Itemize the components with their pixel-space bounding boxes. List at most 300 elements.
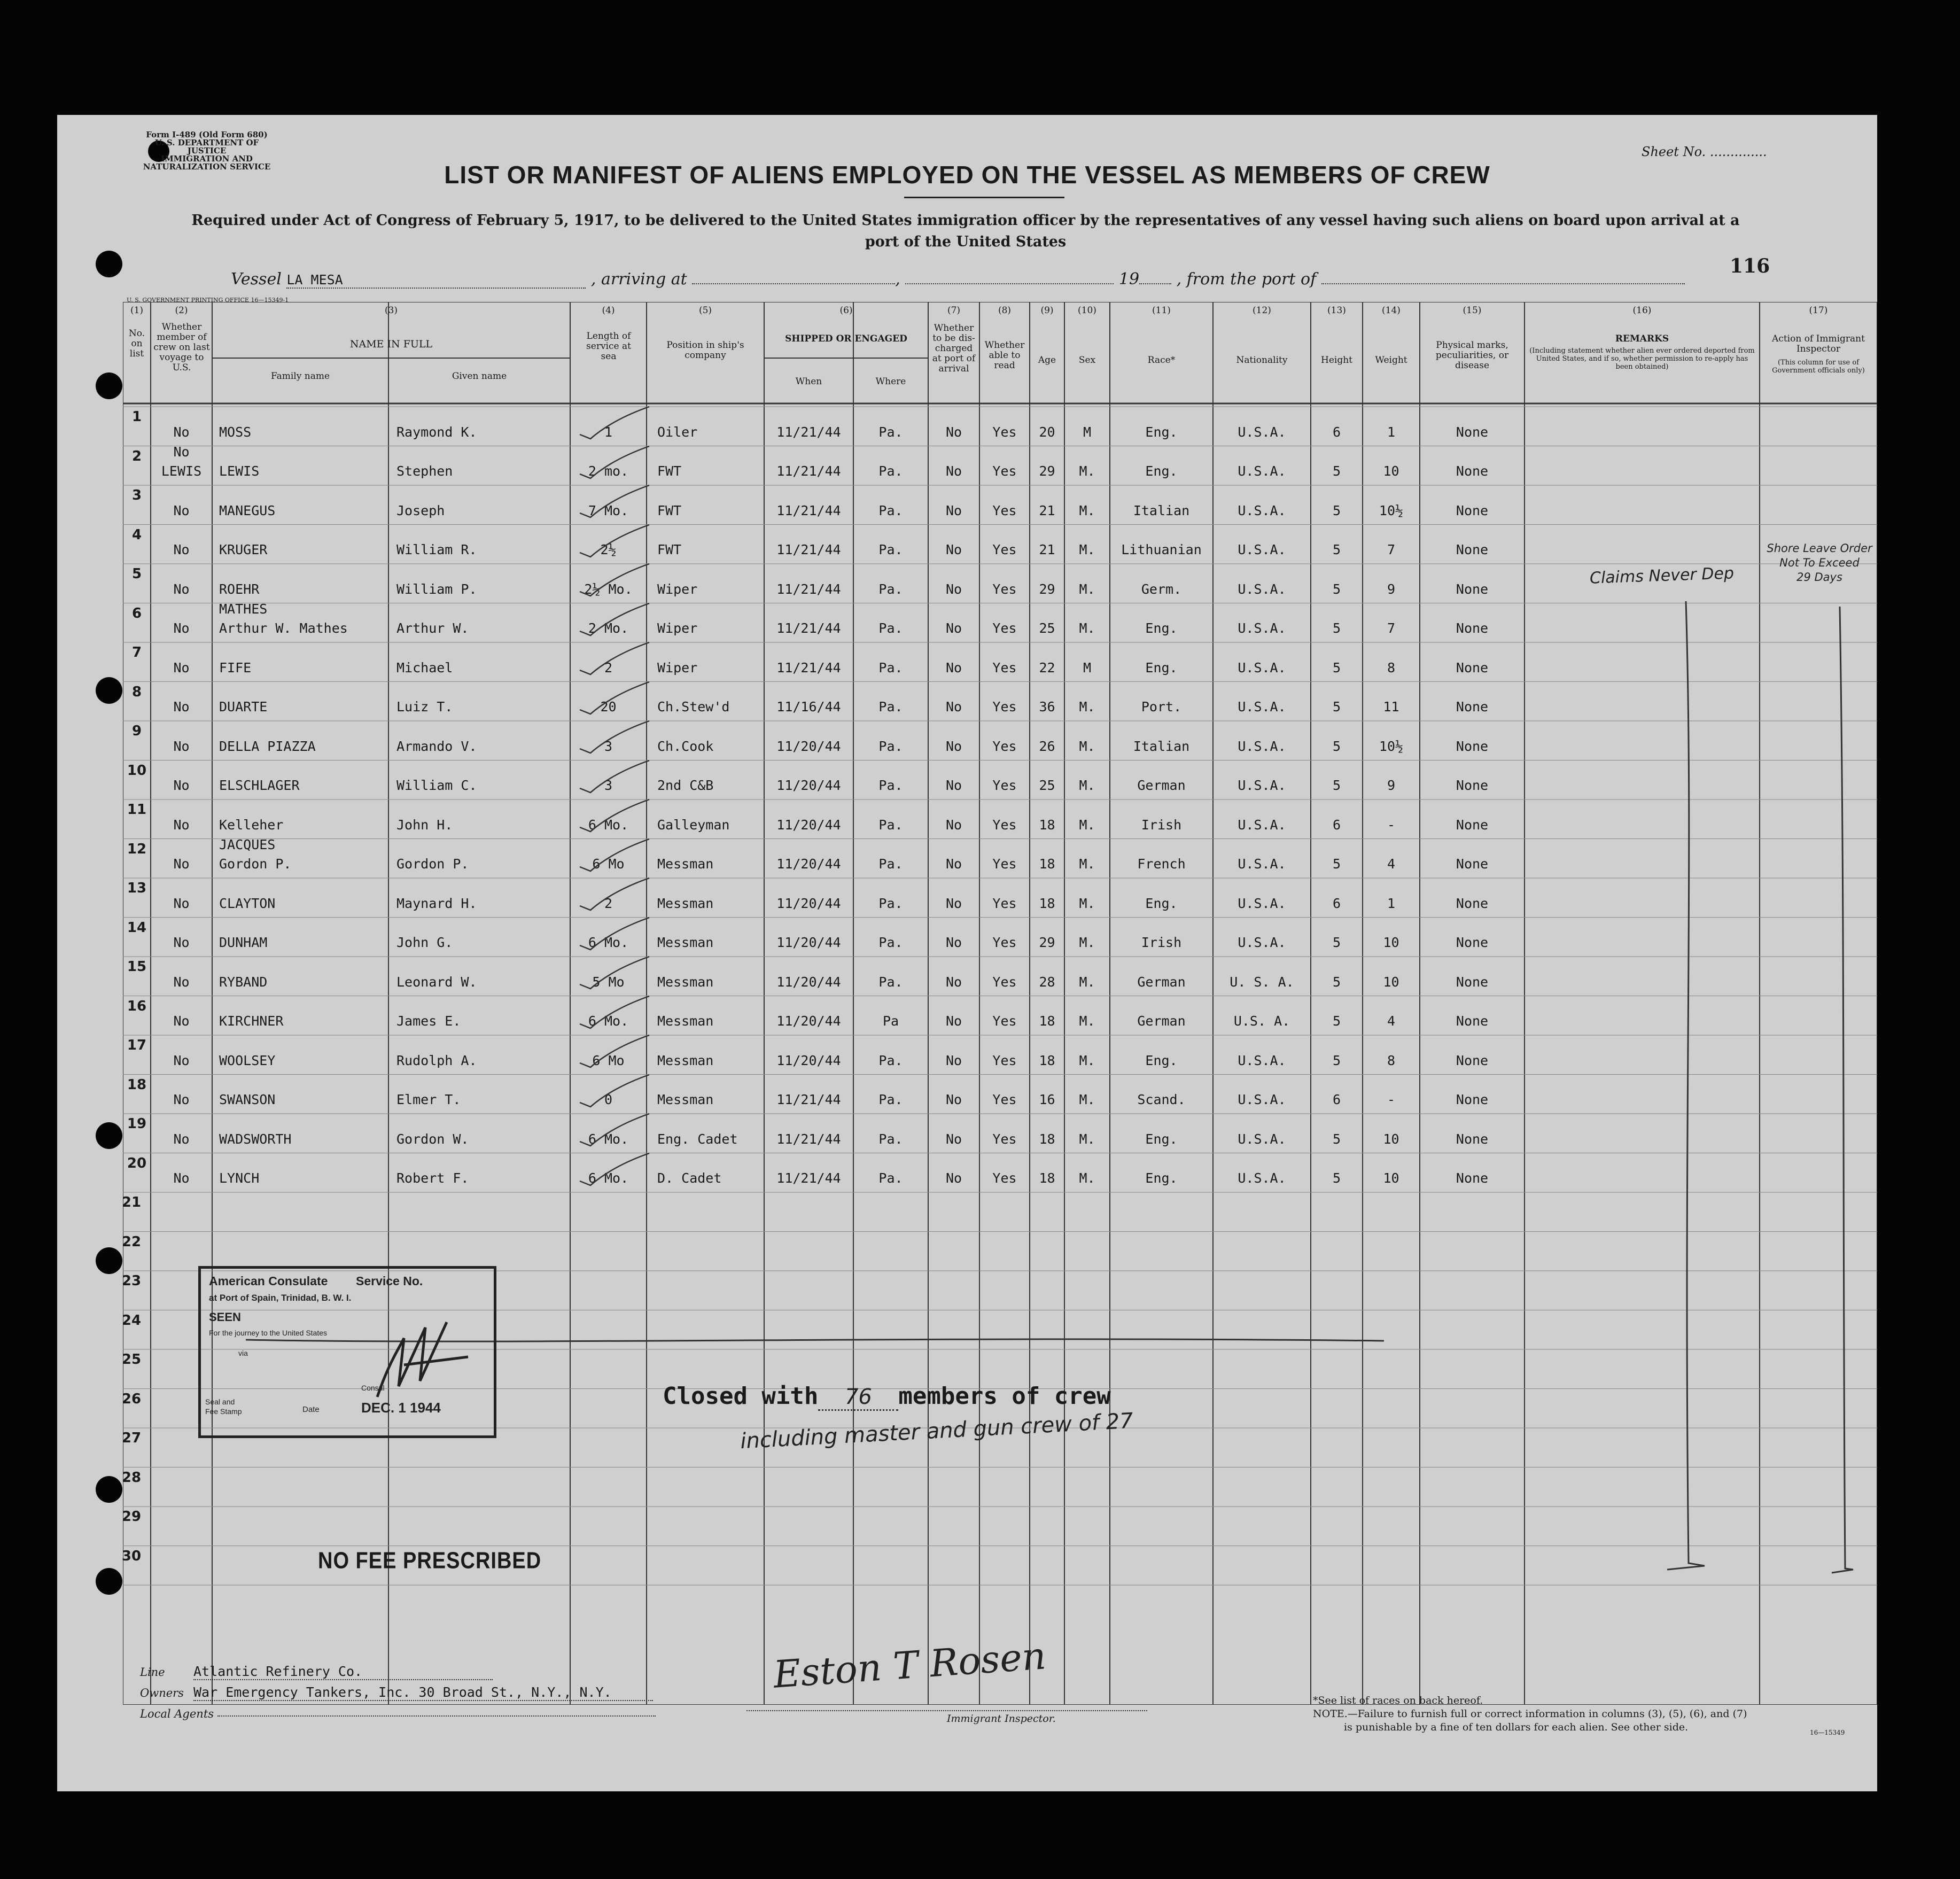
- family-name-cell: WOOLSEY: [219, 1052, 276, 1068]
- manifest-sheet: [57, 115, 1877, 1791]
- race-cell: Eng.: [1145, 1131, 1178, 1147]
- service-length-cell: 2½ Mo.: [584, 581, 633, 597]
- page-number: 116: [1730, 255, 1770, 277]
- last-voyage-note: No: [173, 444, 190, 460]
- shipped-when-cell: 11/21/44: [776, 1131, 841, 1147]
- row-number: 30: [121, 1548, 142, 1564]
- able-to-read-cell: Yes: [992, 935, 1017, 950]
- given-name-cell: Luiz T.: [396, 699, 453, 715]
- given-name-cell: Leonard W.: [396, 974, 477, 990]
- weight-cell: 1: [1387, 895, 1396, 911]
- physical-marks-cell: None: [1456, 620, 1489, 636]
- age-cell: 18: [1039, 895, 1055, 911]
- last-voyage-cell: No: [173, 502, 190, 518]
- race-cell: Eng.: [1145, 620, 1178, 636]
- nationality-cell: U.S.A.: [1238, 1092, 1286, 1107]
- family-name-cell: RYBAND: [219, 974, 268, 990]
- able-to-read-cell: Yes: [992, 1013, 1017, 1029]
- sex-cell: M.: [1079, 502, 1095, 518]
- row-number: 18: [127, 1076, 147, 1093]
- height-cell: 5: [1332, 974, 1341, 990]
- footer-agents-label: Local Agents: [140, 1707, 214, 1720]
- service-check-mark: [574, 914, 655, 952]
- discharged-cell: No: [945, 778, 962, 793]
- sex-cell: M.: [1079, 542, 1095, 557]
- shipped-where-cell: Pa.: [878, 463, 903, 479]
- height-cell: 5: [1332, 1131, 1341, 1147]
- race-cell: Eng.: [1145, 1052, 1178, 1068]
- shipped-where-cell: Pa.: [878, 1092, 903, 1107]
- weight-cell: 10½: [1379, 738, 1404, 754]
- discharged-cell: No: [945, 974, 962, 990]
- col-num: (3): [384, 305, 398, 316]
- nationality-cell: U.S.A.: [1238, 778, 1286, 793]
- row-number: 22: [121, 1233, 142, 1250]
- family-name-cell: Kelleher: [219, 817, 284, 833]
- col-header-where: Where: [875, 376, 906, 387]
- shipped-where-cell: Pa.: [878, 699, 903, 715]
- nationality-cell: U.S.A.: [1238, 895, 1286, 911]
- col-header-when: When: [795, 376, 822, 387]
- col-num: (6): [839, 305, 853, 316]
- age-cell: 25: [1039, 778, 1055, 793]
- family-name-cell: CLAYTON: [219, 895, 276, 911]
- inspector-signature: Eston T Rosen: [772, 1634, 1048, 1697]
- given-name-cell: Rudolph A.: [396, 1052, 477, 1068]
- race-cell: German: [1137, 778, 1186, 793]
- last-voyage-cell: No: [173, 1170, 190, 1186]
- form-id: Form I-489 (Old Form 680) U. S. DEPARTMENT OF JUSTICE IMMIGRATION AND NATURALIZATION SERVICE: [143, 130, 271, 172]
- footer-line-value: Atlantic Refinery Co.: [193, 1664, 493, 1680]
- last-voyage-cell: No: [173, 659, 190, 675]
- table-row: [123, 1116, 1877, 1153]
- col-num: (10): [1078, 305, 1096, 316]
- shipped-where-cell: Pa: [882, 1013, 899, 1029]
- race-cell: French: [1137, 856, 1186, 872]
- age-cell: 20: [1039, 424, 1055, 440]
- signature-line: [746, 1710, 1147, 1711]
- service-length-cell: 7 Mo.: [588, 502, 629, 518]
- age-cell: 22: [1039, 659, 1055, 675]
- service-check-mark: [574, 1032, 655, 1069]
- sex-cell: M: [1083, 424, 1092, 440]
- weight-cell: 10½: [1379, 502, 1404, 518]
- given-name-cell: Raymond K.: [396, 424, 477, 440]
- height-cell: 5: [1332, 778, 1341, 793]
- age-cell: 18: [1039, 1170, 1055, 1186]
- position-cell: Messman: [657, 1092, 714, 1107]
- weight-cell: 7: [1387, 620, 1396, 636]
- race-cell: Eng.: [1145, 895, 1178, 911]
- shipped-when-cell: 11/16/44: [776, 699, 841, 715]
- given-name-cell: Elmer T.: [396, 1092, 461, 1107]
- row-number: 5: [131, 566, 142, 582]
- shipped-when-cell: 11/21/44: [776, 1092, 841, 1107]
- given-name-cell: Armando V.: [396, 738, 477, 754]
- row-number: 9: [131, 723, 142, 739]
- shipped-when-cell: 11/20/44: [776, 895, 841, 911]
- given-name-cell: William P.: [396, 581, 477, 597]
- closed-count: 76: [818, 1385, 898, 1411]
- race-cell: Scand.: [1137, 1092, 1186, 1107]
- age-cell: 21: [1039, 542, 1055, 557]
- position-cell: FWT: [657, 463, 682, 479]
- shipped-where-cell: Pa.: [878, 895, 903, 911]
- remarks-handwritten-note: Claims Never Dep: [1589, 564, 1735, 588]
- family-name-cell: DUARTE: [219, 699, 268, 715]
- vessel-name: LA MESA: [286, 272, 586, 289]
- service-check-mark: [574, 875, 655, 912]
- shipped-when-cell: 11/20/44: [776, 778, 841, 793]
- col-num: (12): [1253, 305, 1271, 316]
- last-voyage-cell: No: [173, 1052, 190, 1068]
- row-number: 15: [127, 959, 147, 975]
- sex-cell: M.: [1079, 778, 1095, 793]
- position-cell: 2nd C&B: [657, 778, 714, 793]
- shipped-when-cell: 11/20/44: [776, 1052, 841, 1068]
- race-cell: Eng.: [1145, 463, 1178, 479]
- last-voyage-cell: No: [173, 620, 190, 636]
- height-cell: 5: [1332, 738, 1341, 754]
- sex-cell: M.: [1079, 895, 1095, 911]
- given-name-cell: Stephen: [396, 463, 453, 479]
- able-to-read-cell: Yes: [992, 974, 1017, 990]
- col-num: (4): [602, 305, 615, 316]
- age-cell: 16: [1039, 1092, 1055, 1107]
- service-length-cell: 6 Mo.: [588, 1131, 629, 1147]
- manifest-table: [123, 302, 1877, 1705]
- last-voyage-cell: No: [173, 542, 190, 557]
- position-cell: Galleyman: [657, 817, 730, 833]
- height-cell: 5: [1332, 699, 1341, 715]
- last-voyage-cell: No: [173, 856, 190, 872]
- shipped-where-cell: Pa.: [878, 817, 903, 833]
- shipped-when-cell: 11/20/44: [776, 935, 841, 950]
- table-row: [123, 763, 1877, 800]
- discharged-cell: No: [945, 1013, 962, 1029]
- table-row: [123, 802, 1877, 839]
- service-length-cell: 1: [604, 424, 613, 440]
- shipped-where-cell: Pa.: [878, 542, 903, 557]
- shipped-where-cell: Pa.: [878, 1170, 903, 1186]
- col-header-inspector-action: Action of Immigrant Inspector: [1772, 333, 1865, 354]
- race-cell: Eng.: [1145, 424, 1178, 440]
- sex-cell: M.: [1079, 620, 1095, 636]
- age-cell: 25: [1039, 620, 1055, 636]
- table-row: [123, 527, 1877, 564]
- punch-hole: [96, 1122, 122, 1149]
- sex-cell: M.: [1079, 817, 1095, 833]
- physical-marks-cell: None: [1456, 974, 1489, 990]
- shipped-when-cell: 11/20/44: [776, 974, 841, 990]
- shipped-when-cell: 11/21/44: [776, 1170, 841, 1186]
- age-cell: 18: [1039, 817, 1055, 833]
- closed-with-note: including master and gun crew of 27: [740, 1408, 1134, 1454]
- sex-cell: M.: [1079, 463, 1095, 479]
- row-number: 2: [131, 448, 142, 464]
- service-check-mark: [574, 403, 655, 441]
- sex-cell: M.: [1079, 1013, 1095, 1029]
- service-check-mark: [574, 796, 655, 834]
- weight-cell: -: [1387, 1092, 1396, 1107]
- sex-cell: M.: [1079, 974, 1095, 990]
- col-num: (9): [1040, 305, 1054, 316]
- col-header-physical-marks: Physical marks, peculiarities, or disease: [1435, 340, 1509, 371]
- physical-marks-cell: None: [1456, 502, 1489, 518]
- physical-marks-cell: None: [1456, 424, 1489, 440]
- col-header-given-name: Given name: [452, 371, 507, 382]
- service-check-mark: [574, 600, 655, 638]
- col-header-weight: Weight: [1375, 355, 1407, 366]
- height-cell: 5: [1332, 1013, 1341, 1029]
- family-name-cell: MANEGUS: [219, 502, 276, 518]
- last-voyage-cell: No: [173, 699, 190, 715]
- row-number: 6: [131, 605, 142, 622]
- weight-cell: -: [1387, 817, 1396, 833]
- discharged-cell: No: [945, 502, 962, 518]
- weight-cell: 9: [1387, 581, 1396, 597]
- shipped-when-cell: 11/21/44: [776, 463, 841, 479]
- position-cell: D. Cadet: [657, 1170, 722, 1186]
- table-row: [123, 837, 1877, 879]
- physical-marks-cell: None: [1456, 699, 1489, 715]
- given-name-cell: John H.: [396, 817, 453, 833]
- row-number: 10: [127, 762, 147, 779]
- age-cell: 18: [1039, 1013, 1055, 1029]
- family-name-cell: SWANSON: [219, 1092, 276, 1107]
- given-name-cell: Gordon W.: [396, 1131, 469, 1147]
- shipped-where-cell: Pa.: [878, 1052, 903, 1068]
- shipped-when-cell: 11/21/44: [776, 620, 841, 636]
- position-cell: FWT: [657, 502, 682, 518]
- punch-hole: [96, 677, 122, 704]
- age-cell: 29: [1039, 581, 1055, 597]
- weight-cell: 4: [1387, 1013, 1396, 1029]
- able-to-read-cell: Yes: [992, 1170, 1017, 1186]
- punch-hole: [96, 251, 122, 277]
- row-number: 8: [131, 684, 142, 700]
- page-title: LIST OR MANIFEST OF ALIENS EMPLOYED ON THE VESSEL AS MEMBERS OF CREW: [444, 161, 1490, 189]
- col-num: (14): [1382, 305, 1401, 316]
- service-check-mark: [574, 757, 655, 795]
- row-number: 19: [127, 1116, 147, 1132]
- shipped-when-cell: 11/20/44: [776, 738, 841, 754]
- service-check-mark: [574, 522, 655, 559]
- shipped-when-cell: 11/21/44: [776, 424, 841, 440]
- service-check-mark: [574, 718, 655, 755]
- discharged-cell: No: [945, 817, 962, 833]
- punch-hole: [96, 1247, 122, 1274]
- weight-cell: 10: [1383, 1170, 1399, 1186]
- nationality-cell: U.S.A.: [1238, 542, 1286, 557]
- height-cell: 5: [1332, 659, 1341, 675]
- age-cell: 29: [1039, 463, 1055, 479]
- last-voyage-cell: No: [173, 738, 190, 754]
- table-row: [123, 409, 1877, 446]
- family-name-cell: Arthur W. Mathes: [219, 620, 348, 636]
- sex-cell: M.: [1079, 738, 1095, 754]
- physical-marks-cell: None: [1456, 935, 1489, 950]
- physical-marks-cell: None: [1456, 1170, 1489, 1186]
- given-name-cell: John G.: [396, 935, 453, 950]
- printing-office: U. S. GOVERNMENT PRINTING OFFICE 16—15349-1: [127, 297, 289, 304]
- position-cell: Messman: [657, 895, 714, 911]
- position-cell: Wiper: [657, 659, 698, 675]
- service-length-cell: 2: [604, 895, 613, 911]
- shipped-where-cell: Pa.: [878, 856, 903, 872]
- nationality-cell: U.S.A.: [1238, 738, 1286, 754]
- family-name-cell: LEWIS: [219, 463, 260, 479]
- race-cell: Port.: [1141, 699, 1182, 715]
- given-name-cell: Gordon P.: [396, 856, 469, 872]
- row-number: 29: [121, 1509, 142, 1525]
- height-cell: 5: [1332, 620, 1341, 636]
- sex-cell: M: [1083, 659, 1092, 675]
- row-number: 17: [127, 1037, 147, 1053]
- table-row: [123, 444, 1877, 486]
- able-to-read-cell: Yes: [992, 817, 1017, 833]
- able-to-read-cell: Yes: [992, 1052, 1017, 1068]
- given-name-cell: Michael: [396, 659, 453, 675]
- discharged-cell: No: [945, 1131, 962, 1147]
- able-to-read-cell: Yes: [992, 1131, 1017, 1147]
- position-cell: Wiper: [657, 620, 698, 636]
- height-cell: 6: [1332, 1092, 1341, 1107]
- position-cell: Messman: [657, 935, 714, 950]
- physical-marks-cell: None: [1456, 856, 1489, 872]
- discharged-cell: No: [945, 620, 962, 636]
- last-voyage-cell: No: [173, 778, 190, 793]
- row-number: 28: [121, 1469, 142, 1486]
- row-number: 7: [131, 645, 142, 661]
- shipped-where-cell: Pa.: [878, 620, 903, 636]
- discharged-cell: No: [945, 463, 962, 479]
- age-cell: 26: [1039, 738, 1055, 754]
- col-num: (16): [1632, 305, 1652, 316]
- physical-marks-cell: None: [1456, 542, 1489, 557]
- service-check-mark: [574, 482, 655, 519]
- table-row: [123, 723, 1877, 760]
- footer-owners-value: War Emergency Tankers, Inc. 30 Broad St., N.Y., N.Y.: [193, 1684, 653, 1701]
- physical-marks-cell: None: [1456, 1092, 1489, 1107]
- last-voyage-cell: No: [173, 974, 190, 990]
- footer-notes: *See list of races on back hereof. NOTE.—Failure to furnish full or correct information in columns (3), (5), (6), and (7) is punishable by a fine of ten dollars for each alien. See other side.: [1313, 1695, 1747, 1733]
- table-row: [123, 645, 1877, 682]
- row-number: 12: [127, 841, 147, 857]
- nationality-cell: U. S. A.: [1230, 974, 1294, 990]
- service-length-cell: 5 Mo: [592, 974, 625, 990]
- able-to-read-cell: Yes: [992, 659, 1017, 675]
- no-fee-stamp: NO FEE PRESCRIBED: [318, 1548, 542, 1574]
- given-name-cell: Arthur W.: [396, 620, 469, 636]
- nationality-cell: U.S.A.: [1238, 581, 1286, 597]
- service-check-mark: [574, 679, 655, 716]
- col-header-remarks-note: (Including statement whether alien ever ordered deported from United States, and if so, whether permission to re-apply has been obtained): [1529, 347, 1755, 371]
- table-row: [123, 601, 1877, 643]
- sex-cell: M.: [1079, 581, 1095, 597]
- able-to-read-cell: Yes: [992, 856, 1017, 872]
- inspector-label: Immigrant Inspector.: [947, 1713, 1056, 1725]
- consul-signature: [367, 1306, 473, 1413]
- given-name-cell: Joseph: [396, 502, 445, 518]
- age-cell: 18: [1039, 1131, 1055, 1147]
- table-row: [123, 959, 1877, 996]
- weight-cell: 7: [1387, 542, 1396, 557]
- col-header-remarks: REMARKS: [1615, 333, 1669, 344]
- col-header-age: Age: [1038, 355, 1056, 366]
- service-length-cell: 2: [604, 659, 613, 675]
- discharged-cell: No: [945, 699, 962, 715]
- race-cell: German: [1137, 1013, 1186, 1029]
- physical-marks-cell: None: [1456, 581, 1489, 597]
- family-name-note: MATHES: [219, 601, 268, 617]
- age-cell: 18: [1039, 856, 1055, 872]
- service-check-mark: [574, 1150, 655, 1187]
- col-header-discharged: Whether to be dis-charged at port of arrival: [932, 323, 976, 374]
- shipped-where-cell: Pa.: [878, 424, 903, 440]
- service-check-mark: [574, 1072, 655, 1109]
- position-cell: Messman: [657, 1013, 714, 1029]
- family-name-cell: FIFE: [219, 659, 252, 675]
- physical-marks-cell: None: [1456, 738, 1489, 754]
- last-voyage-cell: LEWIS: [161, 463, 202, 479]
- sex-cell: M.: [1079, 856, 1095, 872]
- title-rule: [904, 197, 1064, 198]
- footer-line-label: Line: [140, 1666, 165, 1679]
- physical-marks-cell: None: [1456, 895, 1489, 911]
- col-header-service: Length of service at sea: [586, 331, 631, 362]
- service-length-cell: 6 Mo.: [588, 935, 629, 950]
- nationality-cell: U.S.A.: [1238, 659, 1286, 675]
- nationality-cell: U.S.A.: [1238, 463, 1286, 479]
- col-header-read: Whether able to read: [984, 340, 1025, 371]
- family-name-note: JACQUES: [219, 837, 276, 852]
- table-row: [123, 920, 1877, 957]
- col-header-number: No. on list: [128, 328, 145, 359]
- row-number: 24: [121, 1312, 142, 1329]
- shipped-where-cell: Pa.: [878, 935, 903, 950]
- physical-marks-cell: None: [1456, 659, 1489, 675]
- age-cell: 28: [1039, 974, 1055, 990]
- col-header-height: Height: [1321, 355, 1352, 366]
- given-name-cell: James E.: [396, 1013, 461, 1029]
- shipped-where-cell: Pa.: [878, 659, 903, 675]
- row-number: 14: [127, 919, 147, 936]
- sheet-number-label: Sheet No. ..............: [1642, 144, 1767, 159]
- discharged-cell: No: [945, 935, 962, 950]
- footer-owners-label: Owners: [140, 1687, 184, 1699]
- inspector-handwritten-note: Shore Leave Order Not To Exceed 29 Days: [1767, 542, 1872, 584]
- sex-cell: M.: [1079, 699, 1095, 715]
- row-number: 26: [121, 1391, 142, 1407]
- discharged-cell: No: [945, 738, 962, 754]
- service-check-mark: [574, 993, 655, 1030]
- punch-hole: [96, 372, 122, 399]
- row-number: 20: [127, 1155, 147, 1171]
- sex-cell: M.: [1079, 935, 1095, 950]
- able-to-read-cell: Yes: [992, 778, 1017, 793]
- service-length-cell: 6 Mo.: [588, 1013, 629, 1029]
- service-length-cell: 6 Mo: [592, 856, 625, 872]
- table-row: [123, 1077, 1877, 1114]
- family-name-cell: DELLA PIAZZA: [219, 738, 316, 754]
- service-length-cell: 6 Mo: [592, 1052, 625, 1068]
- row-number: 23: [121, 1273, 142, 1289]
- service-length-cell: 3: [604, 778, 613, 793]
- shipped-when-cell: 11/21/44: [776, 502, 841, 518]
- race-cell: Lithuanian: [1121, 542, 1202, 557]
- service-check-mark: [574, 836, 655, 873]
